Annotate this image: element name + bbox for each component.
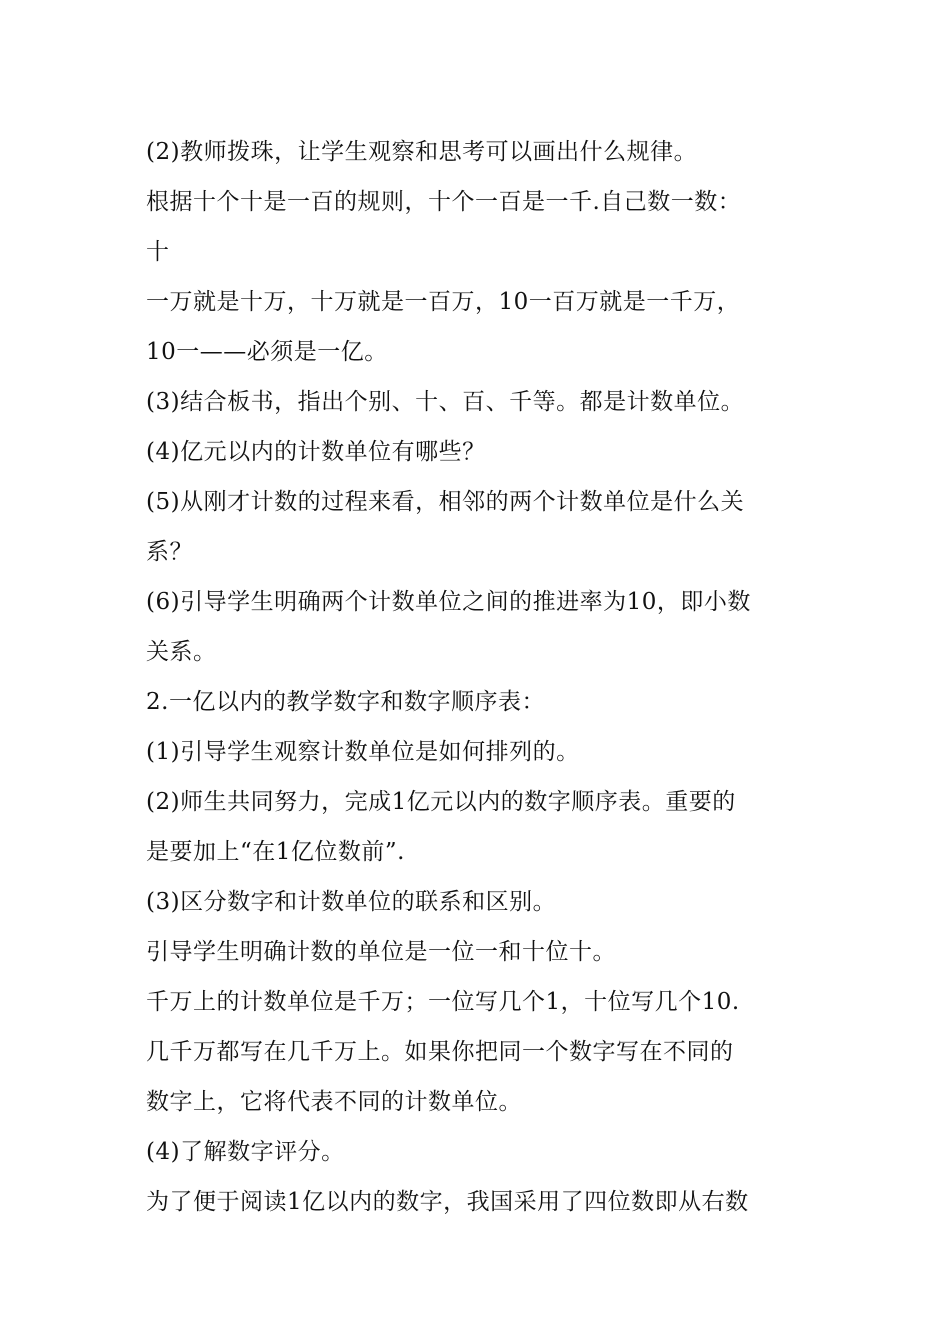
body-text <box>146 127 816 1227</box>
text-line: 2.一亿以内的教学数字和数字顺序表： <box>146 689 545 715</box>
text-line: (4)了解数字评分。 <box>146 1139 345 1165</box>
text-line: 10一——必须是一亿。 <box>146 339 388 365</box>
text-line: (2)师生共同努力，完成1亿元以内的数字顺序表。重要的 <box>146 789 736 815</box>
text-line: 关系。 <box>146 639 217 665</box>
text-line: (5)从刚才计数的过程来看，相邻的两个计数单位是什么关 <box>146 489 745 515</box>
text-line: 十 <box>146 239 170 265</box>
text-line: (3)区分数字和计数单位的联系和区别。 <box>146 889 557 915</box>
text-line: 根据十个十是一百的规则，十个一百是一千.自己数一数： <box>146 189 742 215</box>
text-line: 为了便于阅读1亿以内的数字，我国采用了四位数即从右数 <box>146 1189 749 1215</box>
text-line: (4)亿元以内的计数单位有哪些？ <box>146 439 486 465</box>
text-line: (2)教师拨珠，让学生观察和思考可以画出什么规律。 <box>146 139 698 165</box>
text-line: 数字上，它将代表不同的计数单位。 <box>146 1089 522 1115</box>
text-line: 一万就是十万，十万就是一百万，10一百万就是一千万， <box>146 289 741 315</box>
text-line: 是要加上“在1亿位数前”. <box>146 839 405 865</box>
text-line: 几千万都写在几千万上。如果你把同一个数字写在不同的 <box>146 1039 734 1065</box>
text-line: (1)引导学生观察计数单位是如何排列的。 <box>146 739 580 765</box>
text-line: 千万上的计数单位是千万；一位写几个1，十位写几个10. <box>146 989 740 1015</box>
text-line: 引导学生明确计数的单位是一位一和十位十。 <box>146 939 616 965</box>
text-line: 系？ <box>146 539 193 565</box>
text-line: (6)引导学生明确两个计数单位之间的推进率为10，即小数 <box>146 589 751 615</box>
text-line: (3)结合板书，指出个别、十、百、千等。都是计数单位。 <box>146 389 745 415</box>
